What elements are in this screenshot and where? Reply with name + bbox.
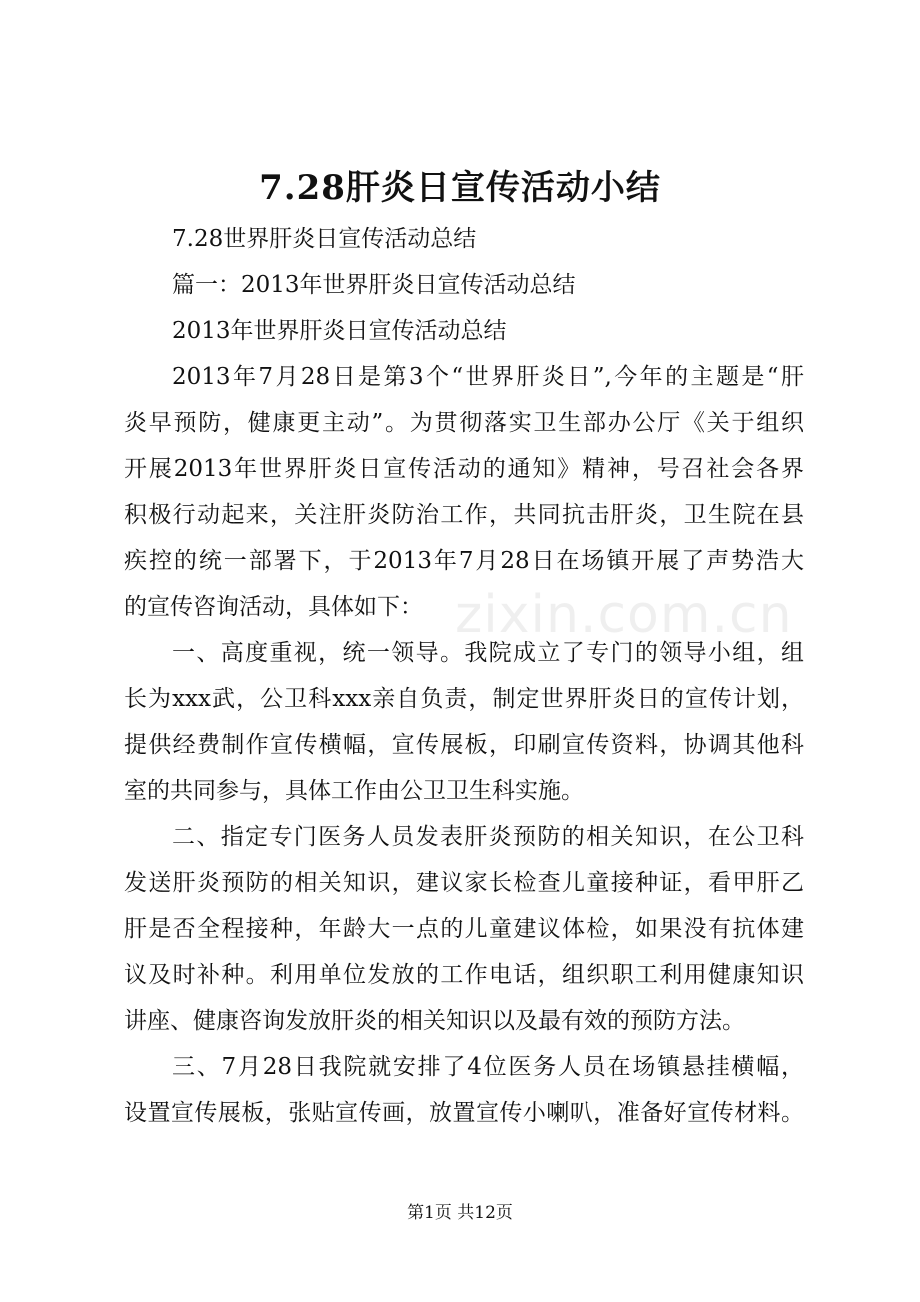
text-line: 肝是否全程接种，年龄大一点的儿童建议体检，如果没有抗体建 [124, 916, 804, 942]
text-line: 积极行动起来，关注肝炎防治工作，共同抗击肝炎，卫生院在县 [124, 502, 804, 528]
text-line: 2013年7月28日是第3个“世界肝炎日”,今年的主题是“肝 [172, 364, 804, 390]
text-line: 的宣传咨询活动，具体如下： [124, 594, 423, 620]
text-line: 设置宣传展板，张贴宣传画，放置宣传小喇叭，准备好宣传材料。 [124, 1100, 804, 1126]
text-line: 提供经费制作宣传横幅，宣传展板，印刷宣传资料，协调其他科 [124, 732, 804, 758]
text-line: 三、7月28日我院就安排了4位医务人员在场镇悬挂横幅， [172, 1054, 804, 1080]
text-line: 开展2013年世界肝炎日宣传活动的通知》精神，号召社会各界 [124, 456, 804, 482]
page-footer: 第1页 共12页 [407, 1203, 513, 1223]
text-line: 一、高度重视，统一领导。我院成立了专门的领导小组，组 [172, 640, 804, 666]
text-line: 篇一：2013年世界肝炎日宣传活动总结 [172, 272, 576, 298]
text-line: 7.28世界肝炎日宣传活动总结 [172, 226, 477, 252]
text-line: 炎早预防，健康更主动”。为贯彻落实卫生部办公厅《关于组织 [124, 410, 804, 436]
text-line: 疾控的统一部署下，于2013年7月28日在场镇开展了声势浩大 [124, 548, 804, 574]
text-line: 二、指定专门医务人员发表肝炎预防的相关知识，在公卫科 [172, 824, 804, 850]
text-line: 长为xxx武，公卫科xxx亲自负责，制定世界肝炎日的宣传计划， [124, 686, 804, 712]
text-line: 讲座、健康咨询发放肝炎的相关知识以及最有效的预防方法。 [124, 1008, 745, 1034]
text-line: 室的共同参与，具体工作由公卫卫生科实施。 [124, 778, 584, 804]
watermark: zixin.com.cn [455, 585, 793, 645]
document-title: 7.28肝炎日宣传活动小结 [259, 168, 661, 208]
text-line: 2013年世界肝炎日宣传活动总结 [172, 318, 507, 344]
document-body [124, 216, 804, 1136]
text-line: 发送肝炎预防的相关知识，建议家长检查儿童接种证，看甲肝乙 [124, 870, 804, 896]
text-line: 议及时补种。利用单位发放的工作电话，组织职工利用健康知识 [124, 962, 804, 988]
